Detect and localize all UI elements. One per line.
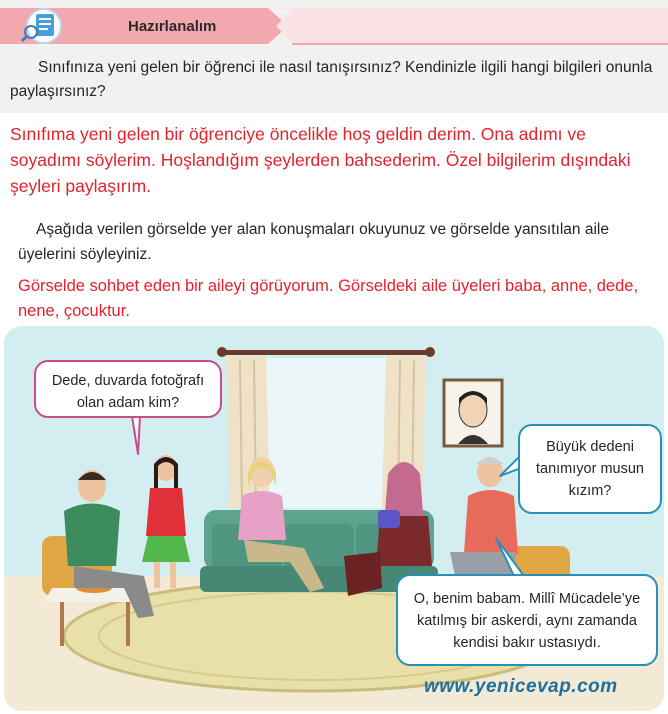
question-1: Sınıfınıza yeni gelen bir öğrenci ile nasıl tanışırsınız? Kendinizle ilgili hangi bilgileri onunla paylaşırsınız? (10, 59, 653, 100)
speech-bubble-child: Dede, duvarda fotoğrafı olan adam kim? (34, 360, 222, 418)
question-2: Aşağıda verilen görselde yer alan konuşmaları okuyunuz ve görselde yansıtılan aile üyelerini söyleyiniz. (18, 221, 609, 263)
section-ribbon (0, 6, 668, 46)
speech-bubble-grandpa-question: Büyük dedeni tanımıyor musun kızım? (518, 424, 662, 514)
watermark: www.yenicevap.com (424, 676, 618, 697)
section-title: Hazırlanalım (128, 18, 217, 35)
notebook-icon (16, 8, 72, 44)
speech-bubble-grandpa-answer: O, benim babam. Millî Mücadele’ye katılmış bir askerdi, aynı zamanda kendisi bakır ustasıydı. (396, 574, 658, 666)
answer-2: Görselde sohbet eden bir aileyi görüyorum. Görseldeki aile üyeleri baba, anne, dede, nene, çocuktur. (18, 277, 639, 320)
family-illustration (4, 326, 664, 711)
answer-1: Sınıfıma yeni gelen bir öğrenciye öncelikle hoş geldin derim. Ona adımı ve soyadımı söylerim. Hoşlandığım şeylerden bahsederim. Özel bilgilerim dışındaki şeyleri paylaşırım. (10, 124, 631, 196)
